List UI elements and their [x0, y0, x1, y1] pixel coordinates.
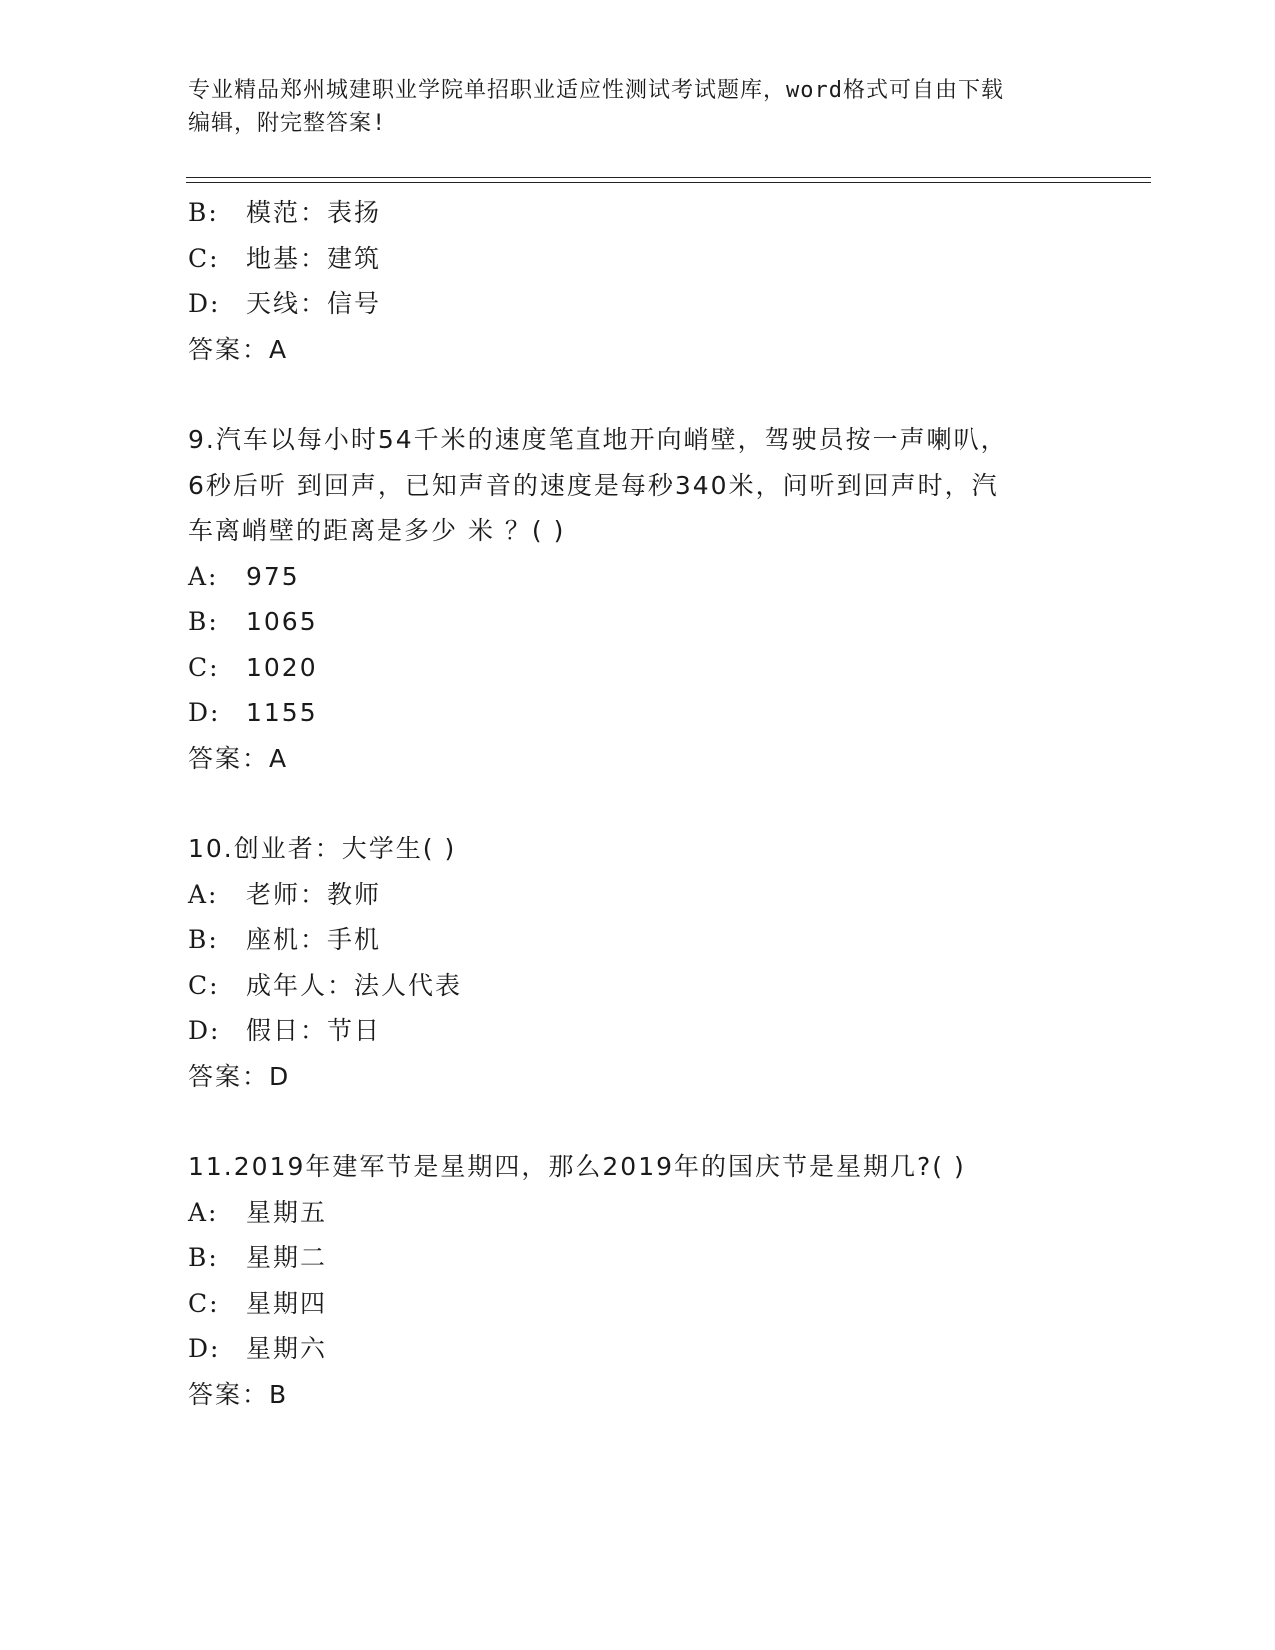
question-9	[188, 417, 1088, 781]
option-text: 成年人：法人代表	[246, 970, 463, 1000]
option-text: 模范：表扬	[246, 198, 382, 227]
question-text-line: 6秒后听 到回声，已知声音的速度是每秒340米，问听到回声时，汽	[188, 470, 999, 500]
option-text: 1155	[246, 698, 318, 727]
option-d	[188, 1008, 1088, 1054]
option-letter: C:	[188, 970, 220, 1000]
option-letter: B:	[188, 198, 219, 227]
option-text: 1065	[246, 607, 318, 636]
question-list	[188, 190, 1088, 1417]
answer-line: 答案：A	[188, 334, 289, 364]
question-text-line: 11.2019年建军节是星期四，那么2019年的国庆节是星期几?( )	[188, 1152, 966, 1181]
option-letter: D:	[188, 1334, 221, 1363]
option-letter: B:	[188, 607, 219, 636]
question-11	[188, 1144, 1088, 1417]
option-a	[188, 554, 1088, 600]
option-letter: A:	[188, 561, 219, 591]
header-divider-bottom	[186, 182, 1151, 183]
option-d	[188, 281, 1088, 327]
option-a	[188, 872, 1088, 918]
option-letter: C:	[188, 652, 220, 682]
option-c	[188, 645, 1088, 691]
spacer	[188, 372, 1088, 417]
question-8-continued	[188, 190, 1088, 372]
option-letter: C:	[188, 1288, 220, 1318]
option-letter: A:	[188, 879, 219, 909]
option-letter: B:	[188, 1243, 219, 1272]
option-c	[188, 963, 1088, 1009]
question-10	[188, 826, 1088, 1099]
option-letter: C:	[188, 243, 220, 273]
option-d	[188, 690, 1088, 736]
option-text: 地基：建筑	[246, 243, 382, 273]
option-b	[188, 1235, 1088, 1281]
answer-line: 答案：D	[188, 1061, 291, 1091]
answer-line: 答案：A	[188, 743, 289, 773]
option-letter: A:	[188, 1197, 219, 1227]
question-text-line: 10.创业者：大学生( )	[188, 834, 457, 863]
option-d	[188, 1326, 1088, 1372]
option-letter: D:	[188, 289, 221, 318]
header-line-2: 编辑，附完整答案!	[188, 111, 387, 136]
option-text: 1020	[246, 652, 318, 682]
option-text: 座机：手机	[246, 925, 382, 954]
option-text: 老师：教师	[246, 879, 382, 909]
option-letter: D:	[188, 698, 221, 727]
option-text: 星期四	[246, 1288, 328, 1318]
option-c	[188, 236, 1088, 282]
option-b	[188, 917, 1088, 963]
option-text: 天线：信号	[246, 289, 382, 318]
option-b	[188, 599, 1088, 645]
question-text-line: 9.汽车以每小时54千米的速度笔直地开向峭壁，驾驶员按一声喇叭，	[188, 425, 1008, 454]
option-text: 假日：节日	[246, 1016, 382, 1045]
option-text: 星期二	[246, 1243, 328, 1272]
option-letter: D:	[188, 1016, 221, 1045]
option-b	[188, 190, 1088, 236]
spacer	[188, 781, 1088, 826]
option-text: 975	[246, 561, 300, 591]
header-line-1: 专业精品郑州城建职业学院单招职业适应性测试考试题库，word格式可自由下载	[188, 78, 1004, 103]
header-divider-top	[186, 177, 1151, 178]
option-text: 星期五	[246, 1197, 328, 1227]
document-header	[188, 74, 1068, 140]
answer-line: 答案：B	[188, 1379, 289, 1409]
option-letter: B:	[188, 925, 219, 954]
option-text: 星期六	[246, 1334, 328, 1363]
option-a	[188, 1190, 1088, 1236]
question-text-line: 车离峭壁的距离是多少 米 ？( )	[188, 516, 566, 545]
option-c	[188, 1281, 1088, 1327]
spacer	[188, 1099, 1088, 1144]
